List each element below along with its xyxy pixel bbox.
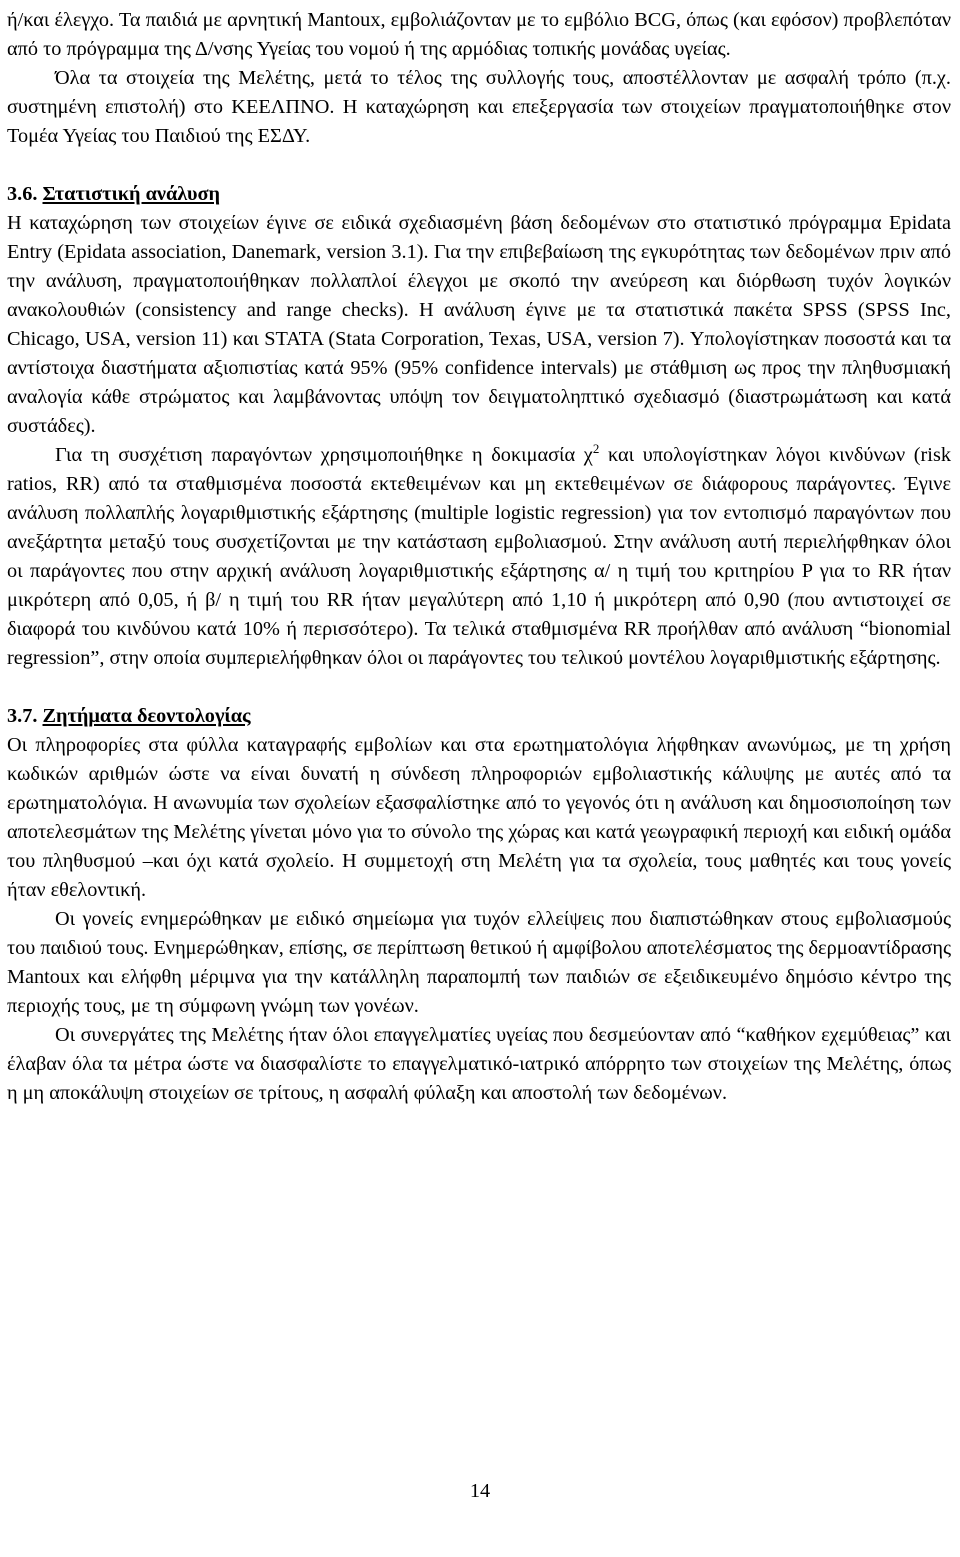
section-heading-ethics bbox=[7, 702, 951, 731]
section-title: Ζητήματα δεοντολογίας bbox=[42, 705, 251, 727]
statistics-paragraph-2-start: Για τη συσχέτιση παραγόντων χρησιμοποιήθηκε η δοκιμασία χ bbox=[55, 444, 593, 466]
ethics-paragraph-3: Οι συνεργάτες της Μελέτης ήταν όλοι επαγγελματίες υγείας που δεσμεύονταν από “καθήκον εχεμύθειας” και έλαβαν όλα τα μέτρα ώστε να διασφαλίστε το επαγγελματικό-ιατρικό απόρρητο των στοιχείων της Μελέτης, όπως η μη αποκάλυψη στοιχείων σε τρίτους, η ασφαλή φύλαξη και αποστολή των δεδομένων. bbox=[7, 1024, 951, 1104]
intro-paragraph-2: Όλα τα στοιχεία της Μελέτης, μετά το τέλος της συλλογής τους, αποστέλλονταν με ασφαλή τρόπο (π.χ. συστημένη επιστολή) στο ΚΕΕΛΠΝΟ. Η καταχώρηση και επεξεργασία των στοιχείων πραγματοποιήθηκε στον Τομέα Υγείας του Παιδιού της ΕΣΔΥ. bbox=[7, 67, 951, 147]
statistics-paragraph-2 bbox=[7, 441, 951, 673]
spacer bbox=[7, 151, 951, 180]
statistics-paragraph-1: Η καταχώρηση των στοιχείων έγινε σε ειδικά σχεδιασμένη βάση δεδομένων στο στατιστικό πρόγραμμα Epidata Entry (Epidata association, Danemark, version 3.1). Για την επιβεβαίωση της εγκυρότητας των δεδομένων πριν από την ανάλυση, πραγματοποιήθηκαν πολλαπλοί έλεγχοι με σκοπό την ανεύρεση και διόρθωση τυχόν λογικών ανακολουθιών (consistency and range checks). Η ανάλυση έγινε με τα στατιστικά πακέτα SPSS (SPSS Inc, Chicago, USA, version 11) και STATA (Stata Corporation, Texas, USA, version 7). Υπολογίστηκαν ποσοστά και τα αντίστοιχα διαστήματα αξιοπιστίας κατά 95% (95% confidence intervals) με στάθμιση ως προς την πληθυσμιακή αναλογία κάθε στρώματος και λαμβάνοντας υπόψη τον δειγματοληπτικό σχεδιασμό (διαστρωμάτωση και κατά συστάδες). bbox=[7, 212, 951, 437]
section-heading-statistical-analysis bbox=[7, 180, 951, 209]
intro-paragraph-1: ή/και έλεγχο. Τα παιδιά με αρνητική Mantoux, εμβολιάζονταν με το εμβόλιο BCG, όπως (και εφόσον) προβλεπόταν από το πρόγραμμα της Δ/νσης Υγείας του νομού ή της αρμόδιας τοπικής μονάδας υγείας. bbox=[7, 9, 951, 60]
spacer bbox=[7, 673, 951, 702]
section-number: 3.6. bbox=[7, 183, 38, 205]
statistics-paragraph-2-end: και υπολογίστηκαν λόγοι κινδύνων (risk ratios, RR) από τα σταθμισμένα ποσοστά εκτεθειμένων και μη εκτεθειμένων σε διάφορους παράγοντες. Έγινε ανάλυση πολλαπλής λογαριθμιστικής εξάρτησης (multiple logistic regression) για τον εντοπισμό παραγόντων που ανεξάρτητα μεταξύ τους συσχετίζονται με την κατάσταση εμβολιασμού. Στην ανάλυση αυτή περιελήφθηκαν όλοι οι παράγοντες που στην αρχική ανάλυση λογαριθμιστικής εξάρτησης α/ η τιμή του κριτηρίου P για το RR ήταν μικρότερη από 0,05, ή β/ η τιμή του RR ήταν μεγαλύτερη από 1,10 ή μικρότερη από 0,90 (που αντιστοιχεί σε διαφορά του κινδύνου κατά 10% ή περισσότερο). Τα τελικά σταθμισμένα RR προήλθαν από ανάλυση “bionomial regression”, στην οποία συμπεριελήφθηκαν όλοι οι παράγοντες του τελικού μοντέλου λογαριθμιστικής εξάρτησης. bbox=[7, 444, 951, 669]
page-number: 14 bbox=[469, 1480, 491, 1502]
section-number: 3.7. bbox=[7, 705, 38, 727]
ethics-paragraph-1: Οι πληροφορίες στα φύλλα καταγραφής εμβολίων και στα ερωτηματολόγια λήφθηκαν ανωνύμως, με τη χρήση κωδικών αριθμών ώστε να είναι δυνατή η σύνδεση πληροφοριών εμβολιαστικής κάλυψης με αυτές από τα ερωτηματολόγια. Η ανωνυμία των σχολείων εξασφαλίστηκε από το γεγονός ότι η ανάλυση και δημοσιοποίηση των αποτελεσμάτων της Μελέτης γίνεται μόνο για το σύνολο της χώρας και κατά γεωγραφική περιοχή και ειδική ομάδα του πληθυσμού –και όχι κατά σχολείο. Η συμμετοχή στη Μελέτη για τα σχολεία, τους μαθητές και τους γονείς ήταν εθελοντική. bbox=[7, 734, 951, 901]
chi-square-superscript: 2 bbox=[592, 441, 600, 457]
ethics-paragraph-2: Οι γονείς ενημερώθηκαν με ειδικό σημείωμα για τυχόν ελλείψεις που διαπιστώθηκαν στους εμβολιασμούς του παιδιού τους. Ενημερώθηκαν, επίσης, σε περίπτωση θετικού ή αμφίβολου αποτελέσματος της δερμοαντίδρασης Mantoux και ελήφθη μέριμνα για την κατάλληλη παραπομπή των παιδιών σε εξειδικευμένο δημόσιο κέντρο της περιοχής τους, με τη σύμφωνη γνώμη των γονέων. bbox=[7, 908, 951, 1017]
section-title: Στατιστική ανάλυση bbox=[42, 183, 221, 205]
